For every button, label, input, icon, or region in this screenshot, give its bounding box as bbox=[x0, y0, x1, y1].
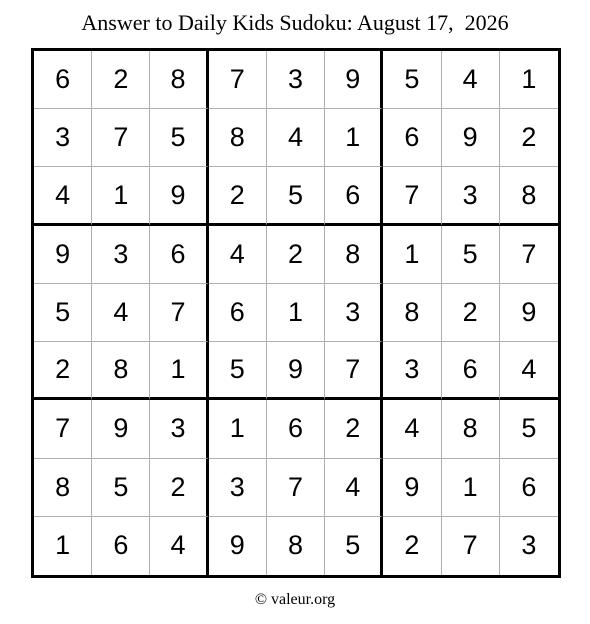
sudoku-cell: 7 bbox=[442, 517, 500, 575]
sudoku-cell: 8 bbox=[500, 167, 558, 225]
sudoku-cell: 1 bbox=[34, 517, 92, 575]
sudoku-cell: 6 bbox=[500, 459, 558, 517]
sudoku-cell: 4 bbox=[267, 109, 325, 167]
sudoku-cell: 1 bbox=[500, 51, 558, 109]
sudoku-cell: 2 bbox=[442, 284, 500, 342]
sudoku-cell: 1 bbox=[92, 167, 150, 225]
sudoku-cell: 8 bbox=[150, 51, 208, 109]
sudoku-cell: 1 bbox=[150, 342, 208, 400]
sudoku-cell: 7 bbox=[150, 284, 208, 342]
sudoku-cell: 7 bbox=[209, 51, 267, 109]
sudoku-cell: 5 bbox=[150, 109, 208, 167]
sudoku-cell: 5 bbox=[383, 51, 441, 109]
sudoku-cell: 5 bbox=[325, 517, 383, 575]
sudoku-cell: 1 bbox=[209, 400, 267, 458]
sudoku-cell: 4 bbox=[34, 167, 92, 225]
sudoku-cell: 3 bbox=[442, 167, 500, 225]
sudoku-cell: 6 bbox=[442, 342, 500, 400]
sudoku-cell: 9 bbox=[150, 167, 208, 225]
sudoku-cell: 9 bbox=[325, 51, 383, 109]
sudoku-cell: 8 bbox=[209, 109, 267, 167]
sudoku-cell: 2 bbox=[150, 459, 208, 517]
sudoku-cell: 7 bbox=[383, 167, 441, 225]
sudoku-cell: 9 bbox=[500, 284, 558, 342]
sudoku-cell: 2 bbox=[209, 167, 267, 225]
sudoku-cell: 8 bbox=[92, 342, 150, 400]
sudoku-cell: 5 bbox=[442, 226, 500, 284]
sudoku-cell: 3 bbox=[325, 284, 383, 342]
sudoku-cell: 5 bbox=[500, 400, 558, 458]
sudoku-cell: 7 bbox=[325, 342, 383, 400]
sudoku-cell: 6 bbox=[383, 109, 441, 167]
sudoku-cell: 8 bbox=[325, 226, 383, 284]
sudoku-cell: 2 bbox=[34, 342, 92, 400]
sudoku-cell: 8 bbox=[267, 517, 325, 575]
sudoku-cell: 4 bbox=[209, 226, 267, 284]
sudoku-cell: 3 bbox=[383, 342, 441, 400]
sudoku-cell: 8 bbox=[383, 284, 441, 342]
sudoku-cell: 9 bbox=[34, 226, 92, 284]
sudoku-cell: 6 bbox=[92, 517, 150, 575]
sudoku-cell: 1 bbox=[267, 284, 325, 342]
sudoku-cell: 2 bbox=[500, 109, 558, 167]
sudoku-cell: 2 bbox=[92, 51, 150, 109]
sudoku-board bbox=[31, 48, 561, 578]
sudoku-cell: 4 bbox=[150, 517, 208, 575]
sudoku-cell: 6 bbox=[267, 400, 325, 458]
sudoku-cell: 7 bbox=[34, 400, 92, 458]
sudoku-cell: 7 bbox=[500, 226, 558, 284]
sudoku-cell: 5 bbox=[267, 167, 325, 225]
sudoku-cell: 3 bbox=[92, 226, 150, 284]
sudoku-cell: 4 bbox=[92, 284, 150, 342]
sudoku-cell: 9 bbox=[383, 459, 441, 517]
sudoku-cell: 3 bbox=[150, 400, 208, 458]
sudoku-cell: 9 bbox=[209, 517, 267, 575]
sudoku-cell: 3 bbox=[34, 109, 92, 167]
sudoku-cell: 2 bbox=[267, 226, 325, 284]
sudoku-cell: 6 bbox=[325, 167, 383, 225]
copyright-footer: © valeur.org bbox=[254, 591, 336, 608]
sudoku-cell: 7 bbox=[267, 459, 325, 517]
puzzle-title: Answer to Daily Kids Sudoku: August 17, 2026 bbox=[81, 10, 509, 35]
sudoku-cell: 9 bbox=[442, 109, 500, 167]
sudoku-cell: 6 bbox=[209, 284, 267, 342]
sudoku-cell: 4 bbox=[325, 459, 383, 517]
sudoku-cell: 5 bbox=[34, 284, 92, 342]
sudoku-cell: 1 bbox=[325, 109, 383, 167]
sudoku-cell: 5 bbox=[209, 342, 267, 400]
sudoku-cell: 3 bbox=[209, 459, 267, 517]
sudoku-cell: 4 bbox=[500, 342, 558, 400]
sudoku-cell: 8 bbox=[34, 459, 92, 517]
sudoku-cell: 4 bbox=[383, 400, 441, 458]
sudoku-cell: 9 bbox=[267, 342, 325, 400]
sudoku-cell: 2 bbox=[325, 400, 383, 458]
sudoku-cell: 9 bbox=[92, 400, 150, 458]
sudoku-cell: 2 bbox=[383, 517, 441, 575]
sudoku-cell: 7 bbox=[92, 109, 150, 167]
sudoku-cell: 1 bbox=[442, 459, 500, 517]
sudoku-cell: 3 bbox=[521, 530, 537, 561]
sudoku-cell: 1 bbox=[383, 226, 441, 284]
sudoku-cell: 3 bbox=[267, 51, 325, 109]
sudoku-cell: 8 bbox=[442, 400, 500, 458]
sudoku-cell: 5 bbox=[92, 459, 150, 517]
sudoku-cell: 4 bbox=[442, 51, 500, 109]
sudoku-cell: 6 bbox=[150, 226, 208, 284]
sudoku-cell: 6 bbox=[34, 51, 92, 109]
